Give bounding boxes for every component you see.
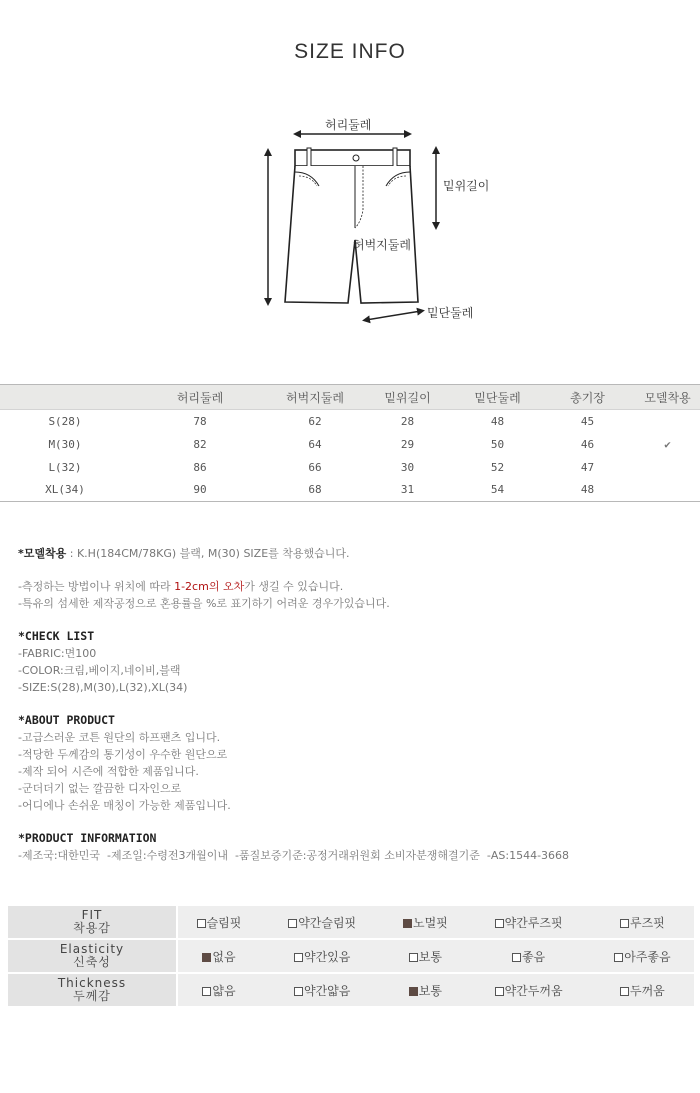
fit-option [384, 940, 466, 974]
model-heading: *모델착용 [18, 547, 67, 560]
unchecked-box-icon [409, 953, 418, 962]
measure-text: -측정하는 방법이나 위치에 따라 [18, 580, 175, 593]
fit-row-label [8, 906, 178, 940]
fit-option [591, 940, 694, 974]
rise-cell: 31 [400, 483, 415, 497]
thigh-cell: 64 [308, 437, 322, 451]
fit-option [466, 940, 590, 974]
unchecked-box-icon [495, 919, 504, 928]
info-text: -제조국:대한민국 -제조일:수령전3개월이내 -품질보증기준:공정거래위원회 소비자분쟁해결기준 -AS:1544-3668 [18, 849, 570, 862]
list-item: -적당한 두께감의 통기성이 우수한 원단으로 [18, 748, 228, 761]
list-item: -SIZE:S(28),M(30),L(32),XL(34) [18, 681, 188, 694]
fit-row [8, 940, 694, 974]
model-cell [635, 410, 700, 433]
model-cell [635, 479, 700, 502]
unchecked-box-icon [202, 987, 211, 996]
unchecked-box-icon [614, 953, 623, 962]
fit-option [591, 974, 694, 1008]
shorts-diagram [255, 110, 495, 330]
fit-option [178, 974, 260, 1008]
shorts-illustration [255, 110, 495, 330]
size-cell: S(28) [48, 414, 82, 428]
fit-option [260, 906, 384, 940]
fit-option [260, 974, 384, 1008]
fit-option-label: 없음 [212, 949, 236, 964]
fit-option-label: 노멀핏 [412, 915, 448, 930]
table-row [0, 456, 700, 479]
size-cell: XL(34) [45, 483, 85, 497]
waist-cell: 82 [193, 437, 207, 451]
rise-cell: 29 [400, 437, 415, 451]
unchecked-box-icon [288, 919, 297, 928]
fit-option-label: 슬림핏 [206, 915, 242, 930]
fit-label-en: Thickness [57, 976, 127, 990]
page-title: SIZE INFO [294, 40, 406, 63]
unchecked-box-icon [620, 919, 629, 928]
check-list-heading: *CHECK LIST [18, 629, 95, 643]
header-cell: 총기장 [570, 390, 605, 405]
fit-option [466, 906, 590, 940]
table-row [0, 433, 700, 456]
list-item: -FABRIC:면100 [18, 647, 97, 660]
diagram-label-rise: 밑위길이 [443, 179, 490, 193]
diagram-label-thigh: 허벅지둘레 [353, 238, 411, 252]
unchecked-box-icon [294, 953, 303, 962]
info-heading: *PRODUCT INFORMATION [18, 831, 157, 845]
fit-option-label: 약간슬림핏 [298, 915, 357, 930]
size-cell: L(32) [48, 460, 82, 474]
fit-option-label: 약간두꺼움 [504, 983, 563, 998]
table-row [0, 410, 700, 433]
unchecked-box-icon [512, 953, 521, 962]
fit-option-label: 얇음 [212, 983, 236, 998]
fit-option [591, 906, 694, 940]
fit-option-label: 루즈핏 [630, 915, 665, 930]
measure-highlight: 1-2cm의 오차 [174, 580, 245, 593]
hem-cell: 48 [490, 414, 505, 428]
unchecked-box-icon [294, 987, 303, 996]
thigh-cell: 62 [308, 414, 322, 428]
model-check-icon: ✔ [664, 437, 671, 451]
length-cell: 47 [580, 460, 595, 474]
checked-box-icon [403, 919, 412, 928]
unchecked-box-icon [197, 919, 206, 928]
measure-text-end: 가 생길 수 있습니다. [244, 580, 344, 593]
fit-option [384, 974, 466, 1008]
fit-label-ko: 두께감 [73, 989, 111, 1003]
thigh-cell: 68 [308, 483, 322, 497]
model-cell [635, 456, 700, 479]
waist-cell: 90 [193, 483, 207, 497]
fit-option-label: 보통 [418, 983, 442, 998]
rise-cell: 30 [400, 460, 415, 474]
size-table [0, 384, 700, 502]
list-item: -제작 되어 시즌에 적합한 제품입니다. [18, 765, 199, 778]
fit-option [466, 974, 590, 1008]
fit-option [260, 940, 384, 974]
fit-label-ko: 착용감 [73, 921, 111, 935]
fit-row [8, 974, 694, 1008]
waist-cell: 86 [193, 460, 207, 474]
list-item: -어디에나 손쉬운 매칭이 가능한 제품입니다. [18, 799, 231, 812]
checked-box-icon [409, 987, 418, 996]
measure-note [18, 578, 688, 595]
fit-option-label: 아주좋음 [624, 949, 671, 964]
fit-option-label: 보통 [418, 949, 442, 964]
diagram-label-waist: 허리둘레 [325, 118, 372, 132]
length-cell: 45 [580, 414, 595, 428]
header-cell: 허리둘레 [176, 390, 224, 405]
list-item: -군더더기 없는 깔끔한 디자인으로 [18, 782, 182, 795]
fit-option [178, 906, 260, 940]
header-cell: 모델착용 [644, 390, 691, 405]
about-heading: *ABOUT PRODUCT [18, 713, 115, 727]
fit-option-label: 두꺼움 [630, 983, 665, 998]
fit-table [8, 906, 694, 1008]
fit-label-en: Elasticity [59, 942, 125, 956]
length-cell: 48 [580, 483, 595, 497]
fit-option-label: 약간있음 [303, 949, 351, 964]
list-item: -COLOR:크림,베이지,네이비,블랙 [18, 664, 181, 677]
length-cell: 46 [580, 437, 595, 451]
fit-label-ko: 신축성 [73, 955, 111, 969]
product-notes [18, 545, 688, 864]
size-table-header [0, 385, 700, 410]
checked-box-icon [202, 953, 211, 962]
hem-cell: 54 [490, 483, 505, 497]
unchecked-box-icon [495, 987, 504, 996]
hem-cell: 50 [490, 437, 505, 451]
fit-option-label: 약간얇음 [303, 983, 351, 998]
fit-option-label: 좋음 [521, 949, 546, 964]
fit-option [178, 940, 260, 974]
fit-row-label [8, 940, 178, 974]
fit-option [384, 906, 466, 940]
header-cell: 밑단둘레 [474, 390, 521, 405]
size-cell: M(30) [48, 437, 82, 451]
fabric-note: -특유의 섬세한 제작공정으로 혼용률을 %로 표기하기 어려운 경우가있습니다. [18, 597, 390, 610]
rise-cell: 28 [400, 414, 415, 428]
model-note [18, 545, 688, 562]
header-cell: 밑위길이 [384, 390, 431, 405]
waist-cell: 78 [193, 414, 207, 428]
fit-row-label [8, 974, 178, 1008]
hem-cell: 52 [490, 460, 505, 474]
unchecked-box-icon [620, 987, 629, 996]
fit-row [8, 906, 694, 940]
fit-option-label: 약간루즈핏 [504, 915, 563, 930]
model-text: : K.H(184CM/78KG) 블랙, M(30) SIZE를 착용했습니다. [66, 547, 350, 560]
header-cell [0, 385, 130, 410]
table-row [0, 479, 700, 502]
fit-label-en: FIT [81, 908, 103, 922]
thigh-cell: 66 [308, 460, 322, 474]
diagram-label-hem: 밑단둘레 [427, 306, 474, 320]
header-cell: 허벅지둘레 [286, 390, 344, 405]
list-item: -고급스러운 코튼 원단의 하프팬츠 입니다. [18, 731, 221, 744]
